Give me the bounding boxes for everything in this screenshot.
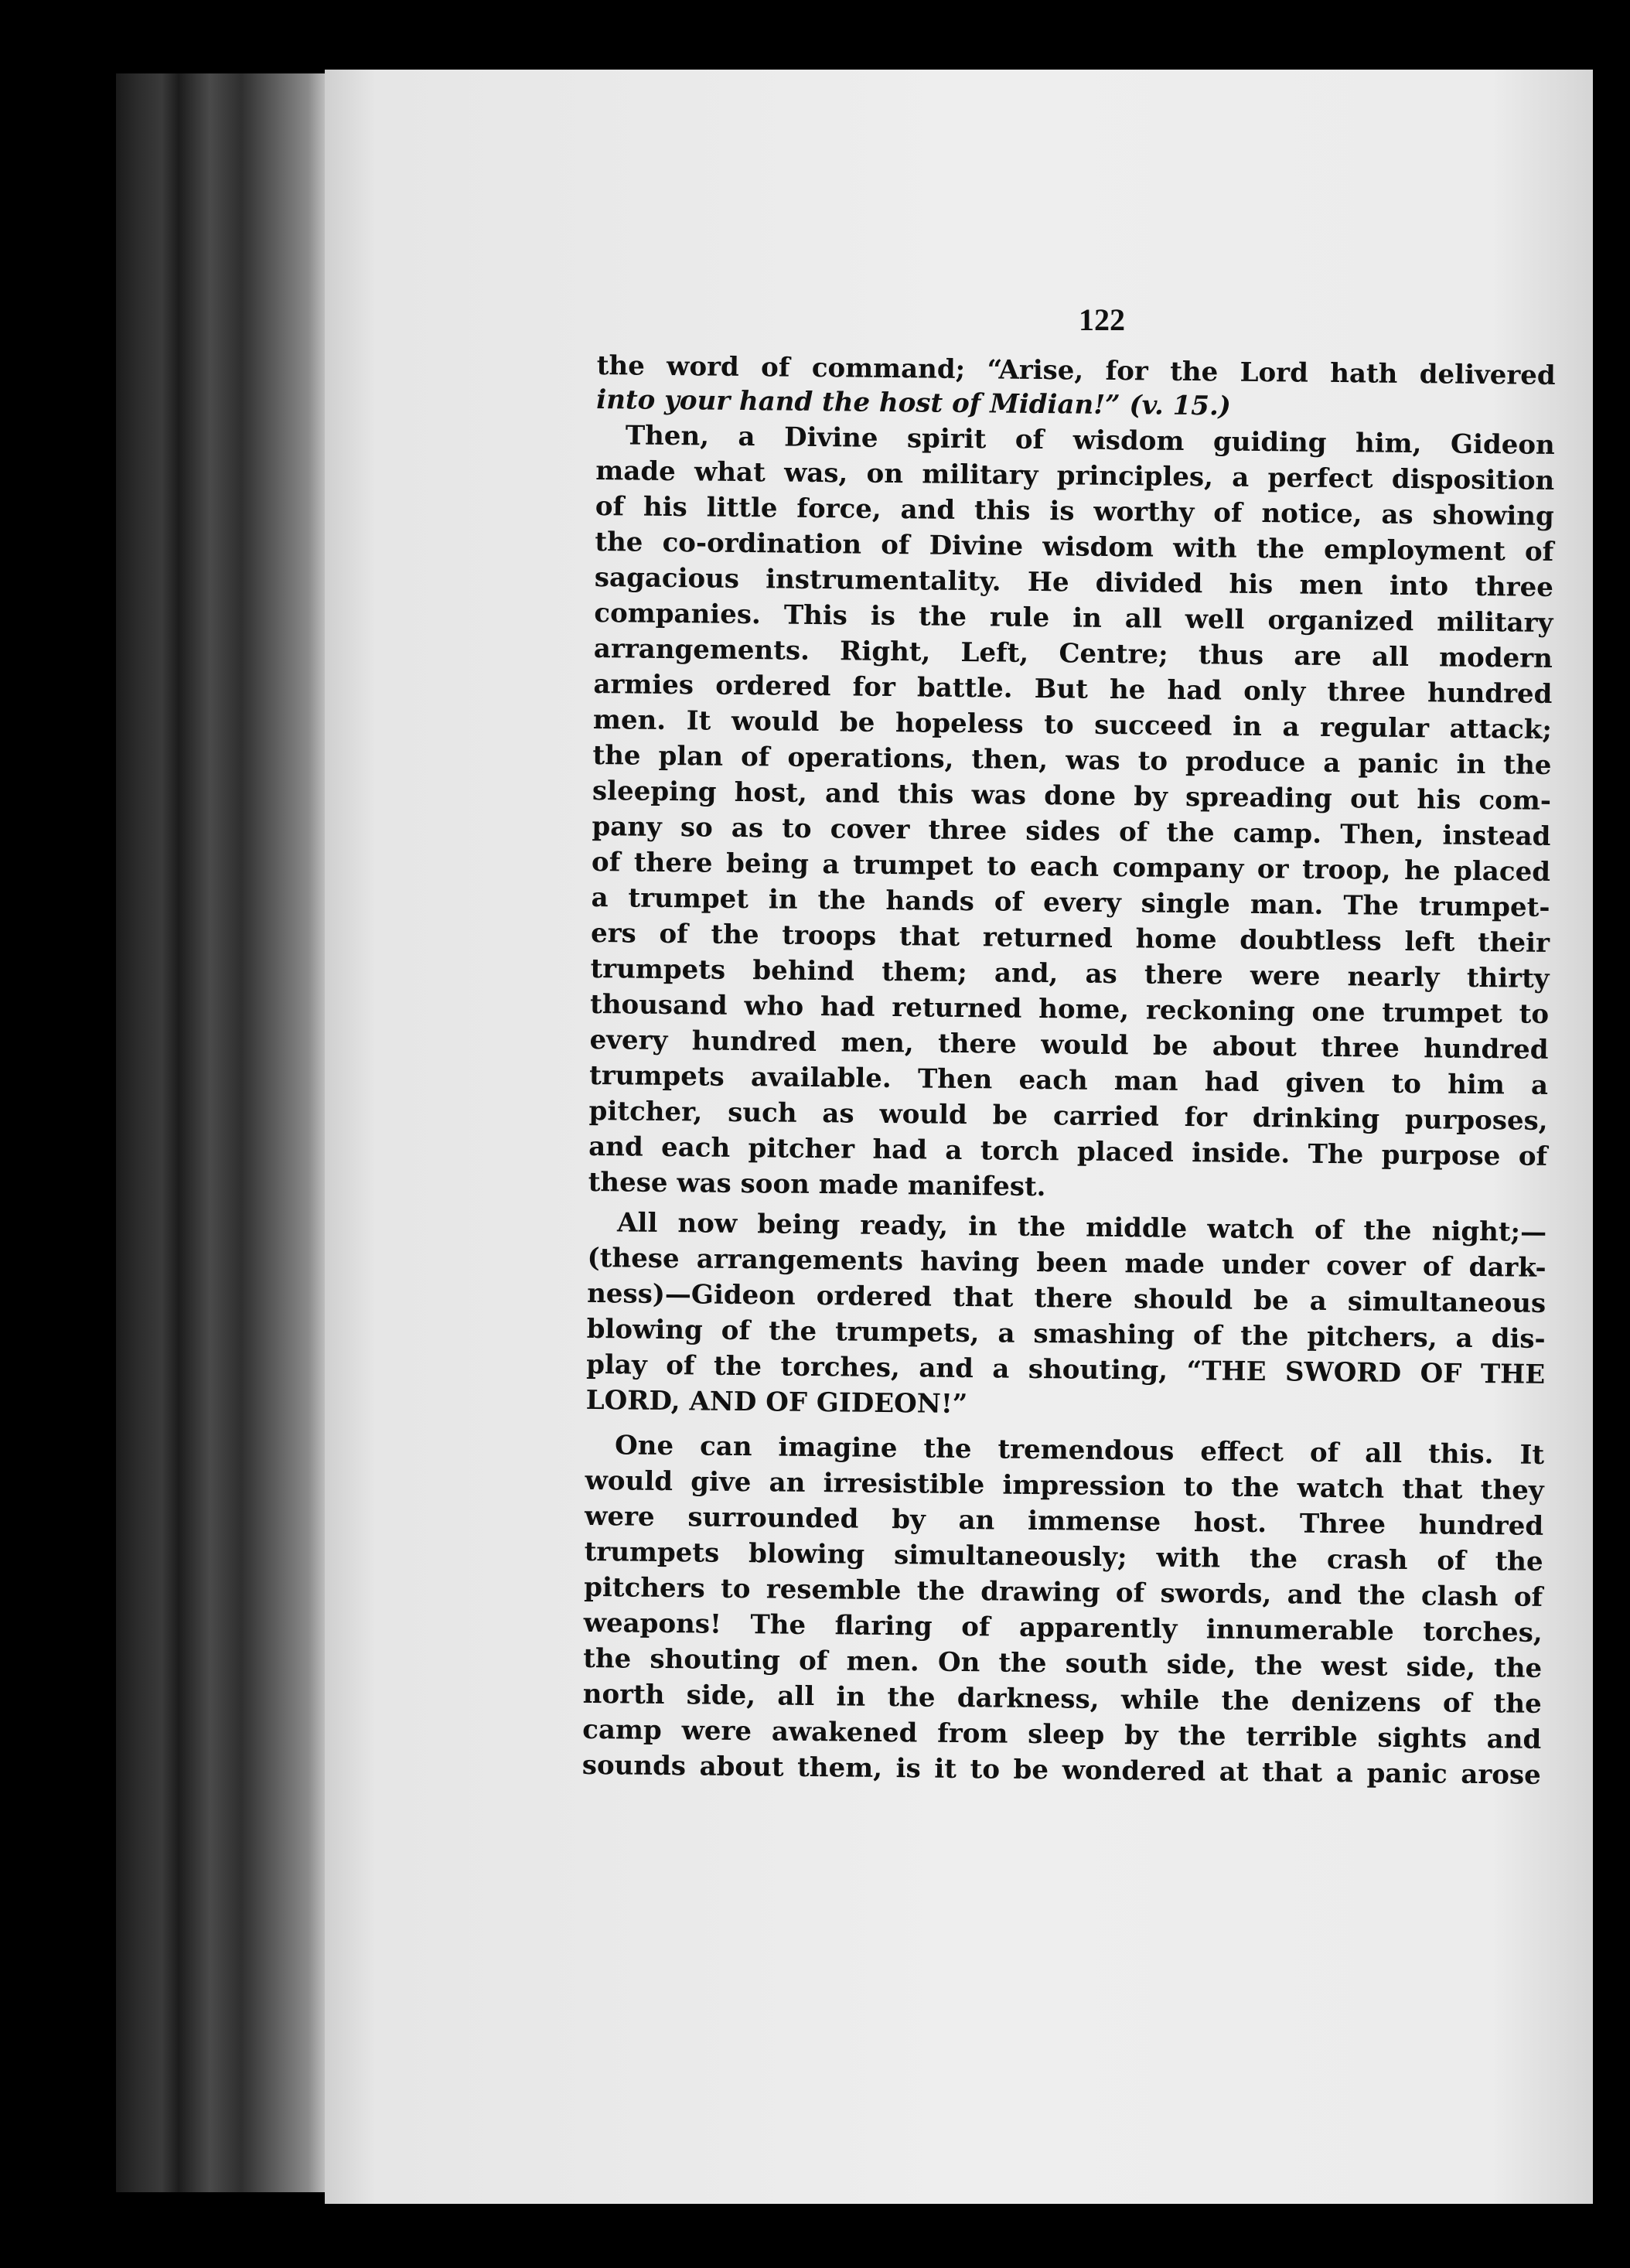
text-line: trumpets behind them; and, as there were nearly thirty xyxy=(590,953,1550,994)
text-line: the shouting of men. On the south side, the west side, the xyxy=(583,1642,1543,1684)
text-line: pitcher, such as would be carried for drinking purposes, xyxy=(588,1095,1548,1137)
text-line: camp were awakened from sleep by the terrible sights and xyxy=(582,1714,1542,1755)
text-line: trumpets blowing simultaneously; with the crash of the xyxy=(584,1536,1543,1577)
text-line: would give an irresistible impression to the watch that they xyxy=(585,1465,1544,1506)
text-line: sagacious instrumentality. He divided his men into three xyxy=(594,561,1554,603)
scan-border xyxy=(1593,70,1630,2204)
text-line: of his little force, and this is worthy of notice, as showing xyxy=(595,490,1554,532)
text-line: ers of the troops that returned home doubtless left their xyxy=(590,917,1550,959)
text-line: pitchers to resemble the drawing of swords, and the clash of xyxy=(584,1571,1543,1613)
text-line: sounds about them, is it to be wondered at that a panic arose xyxy=(581,1749,1541,1791)
page-number: 122 xyxy=(1079,302,1125,337)
text-line: of there being a trumpet to each company or troop, he placed xyxy=(591,846,1551,888)
text-line: the co-ordination of Divine wisdom with the employment of xyxy=(595,526,1554,568)
text-line: companies. This is the rule in all well organized military xyxy=(594,597,1553,639)
text-line: the word of command; “Arise, for the Lord hath delivered xyxy=(596,350,1556,391)
text-line: and each pitcher had a torch placed inside. The purpose of xyxy=(588,1131,1548,1172)
text-line: the plan of operations, then, was to produce a panic in the xyxy=(592,739,1552,781)
text-line: arrangements. Right, Left, Centre; thus are all modern xyxy=(593,633,1553,674)
text-line: Then, a Divine spirit of wisdom guiding him, Gideon xyxy=(625,420,1555,461)
text-line: thousand who had returned home, reckoning one trumpet to xyxy=(589,988,1550,1030)
text-line: weapons! The flaring of apparently innumerable torches, xyxy=(583,1607,1543,1649)
text-line: north side, all in the darkness, while the denizens of the xyxy=(582,1678,1542,1720)
book-spine xyxy=(116,73,325,2192)
text-line: pany so as to cover three sides of the camp. Then, instead xyxy=(592,810,1551,852)
text-line: into your hand the host of Midian!” (v. 15.) xyxy=(596,384,1232,422)
text-line: All now being ready, in the middle watch of the night;— xyxy=(616,1207,1547,1248)
text-line: trumpets available. Then each man had given to him a xyxy=(588,1059,1549,1101)
text-line: sleeping host, and this was done by spreading out his com- xyxy=(592,775,1552,817)
text-line: every hundred men, there would be about three hundred xyxy=(589,1024,1549,1066)
text-line: men. It would be hopeless to succeed in a regular attack; xyxy=(592,704,1553,745)
text-line: made what was, on military principles, a perfect disposition xyxy=(595,455,1555,496)
text-line: ness)—Gideon ordered that there should be a simultaneous xyxy=(586,1277,1546,1319)
text-line: were surrounded by an immense host. Three hundred xyxy=(584,1500,1544,1542)
body-text xyxy=(579,348,1556,2090)
text-line: One can imagine the tremendous effect of all this. It xyxy=(614,1430,1545,1471)
text-line: these was soon made manifest. xyxy=(588,1166,1046,1203)
text-line: play of the torches, and a shouting, “THE SWORD OF THE xyxy=(586,1349,1546,1390)
text-line: armies ordered for battle. But he had only three hundred xyxy=(593,668,1553,710)
text-line: LORD, AND OF GIDEON!” xyxy=(585,1384,968,1420)
text-line: (these arrangements having been made under cover of dark- xyxy=(587,1242,1546,1284)
text-line: a trumpet in the hands of every single man. The trumpet- xyxy=(591,882,1550,923)
text-line: blowing of the trumpets, a smashing of the pitchers, a dis- xyxy=(586,1313,1546,1355)
